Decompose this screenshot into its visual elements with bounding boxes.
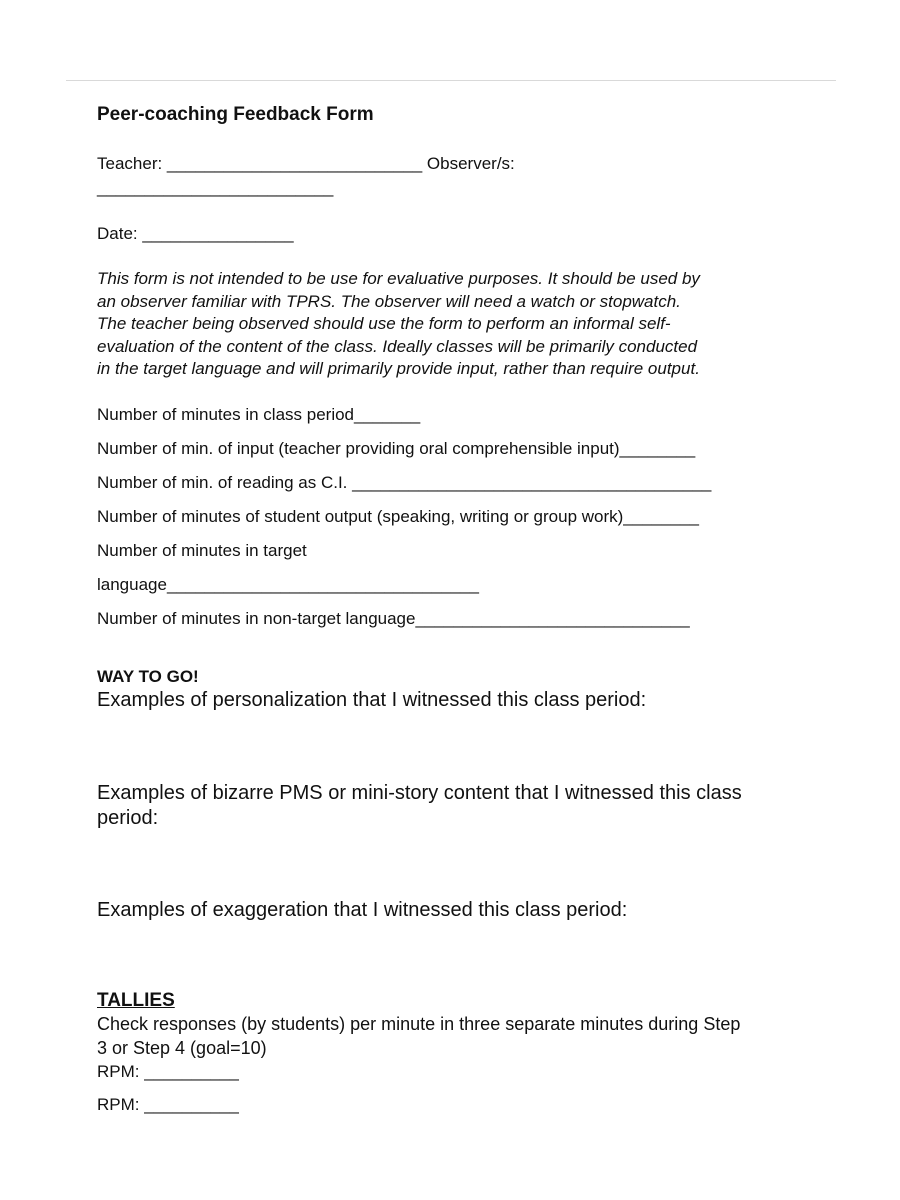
- minutes-input-line: Number of min. of input (teacher providing oral comprehensible input)________: [97, 438, 696, 458]
- way-to-go-heading: WAY TO GO!: [97, 666, 199, 686]
- tallies-instruction-line: 3 or Step 4 (goal=10): [97, 1037, 267, 1058]
- intro-line: This form is not intended to be use for evaluative purposes. It should be used by: [97, 269, 700, 288]
- intro-paragraph: [97, 268, 797, 381]
- intro-line: The teacher being observed should use the form to perform an informal self-: [97, 314, 671, 333]
- minutes-class-period-line: Number of minutes in class period_______: [97, 404, 421, 424]
- page-top-divider: [66, 80, 836, 81]
- exaggeration-prompt: Examples of exaggeration that I witnessed this class period:: [97, 898, 628, 921]
- minutes-target-language-underline: language_________________________________: [97, 574, 479, 594]
- bizarre-content-prompt: [97, 781, 797, 831]
- minutes-reading-line: Number of min. of reading as C.I. ______________________________________: [97, 472, 712, 492]
- form-content: [97, 102, 802, 1117]
- bizarre-content-line: period:: [97, 806, 159, 829]
- tallies-instructions: [97, 1012, 802, 1060]
- rpm-line: RPM: __________: [97, 1094, 239, 1114]
- tallies-instruction-line: Check responses (by students) per minute in three separate minutes during Step: [97, 1013, 741, 1034]
- tallies-heading: TALLIES: [97, 989, 175, 1011]
- minutes-non-target-language-line: Number of minutes in non-target language_____________________________: [97, 608, 690, 628]
- intro-line: an observer familiar with TPRS. The observer will need a watch or stopwatch.: [97, 291, 681, 311]
- minutes-output-line: Number of minutes of student output (speaking, writing or group work)________: [97, 506, 699, 526]
- intro-line: evaluation of the content of the class. Ideally classes will be primarily conducted: [97, 336, 698, 356]
- intro-line: in the target language and will primarily provide input, rather than require output.: [97, 359, 700, 378]
- teacher-observer-line: Teacher: ___________________________ Observer/s:: [97, 154, 515, 173]
- date-line: Date: ________________: [97, 224, 294, 243]
- observer-underline: _________________________: [97, 178, 334, 197]
- personalization-prompt: Examples of personalization that I witnessed this class period:: [97, 688, 647, 711]
- bizarre-content-line: Examples of bizarre PMS or mini-story content that I witnessed this class: [97, 781, 742, 804]
- minutes-target-language-line: Number of minutes in target: [97, 540, 307, 560]
- rpm-line: RPM: __________: [97, 1061, 239, 1081]
- form-title: Peer-coaching Feedback Form: [97, 104, 374, 125]
